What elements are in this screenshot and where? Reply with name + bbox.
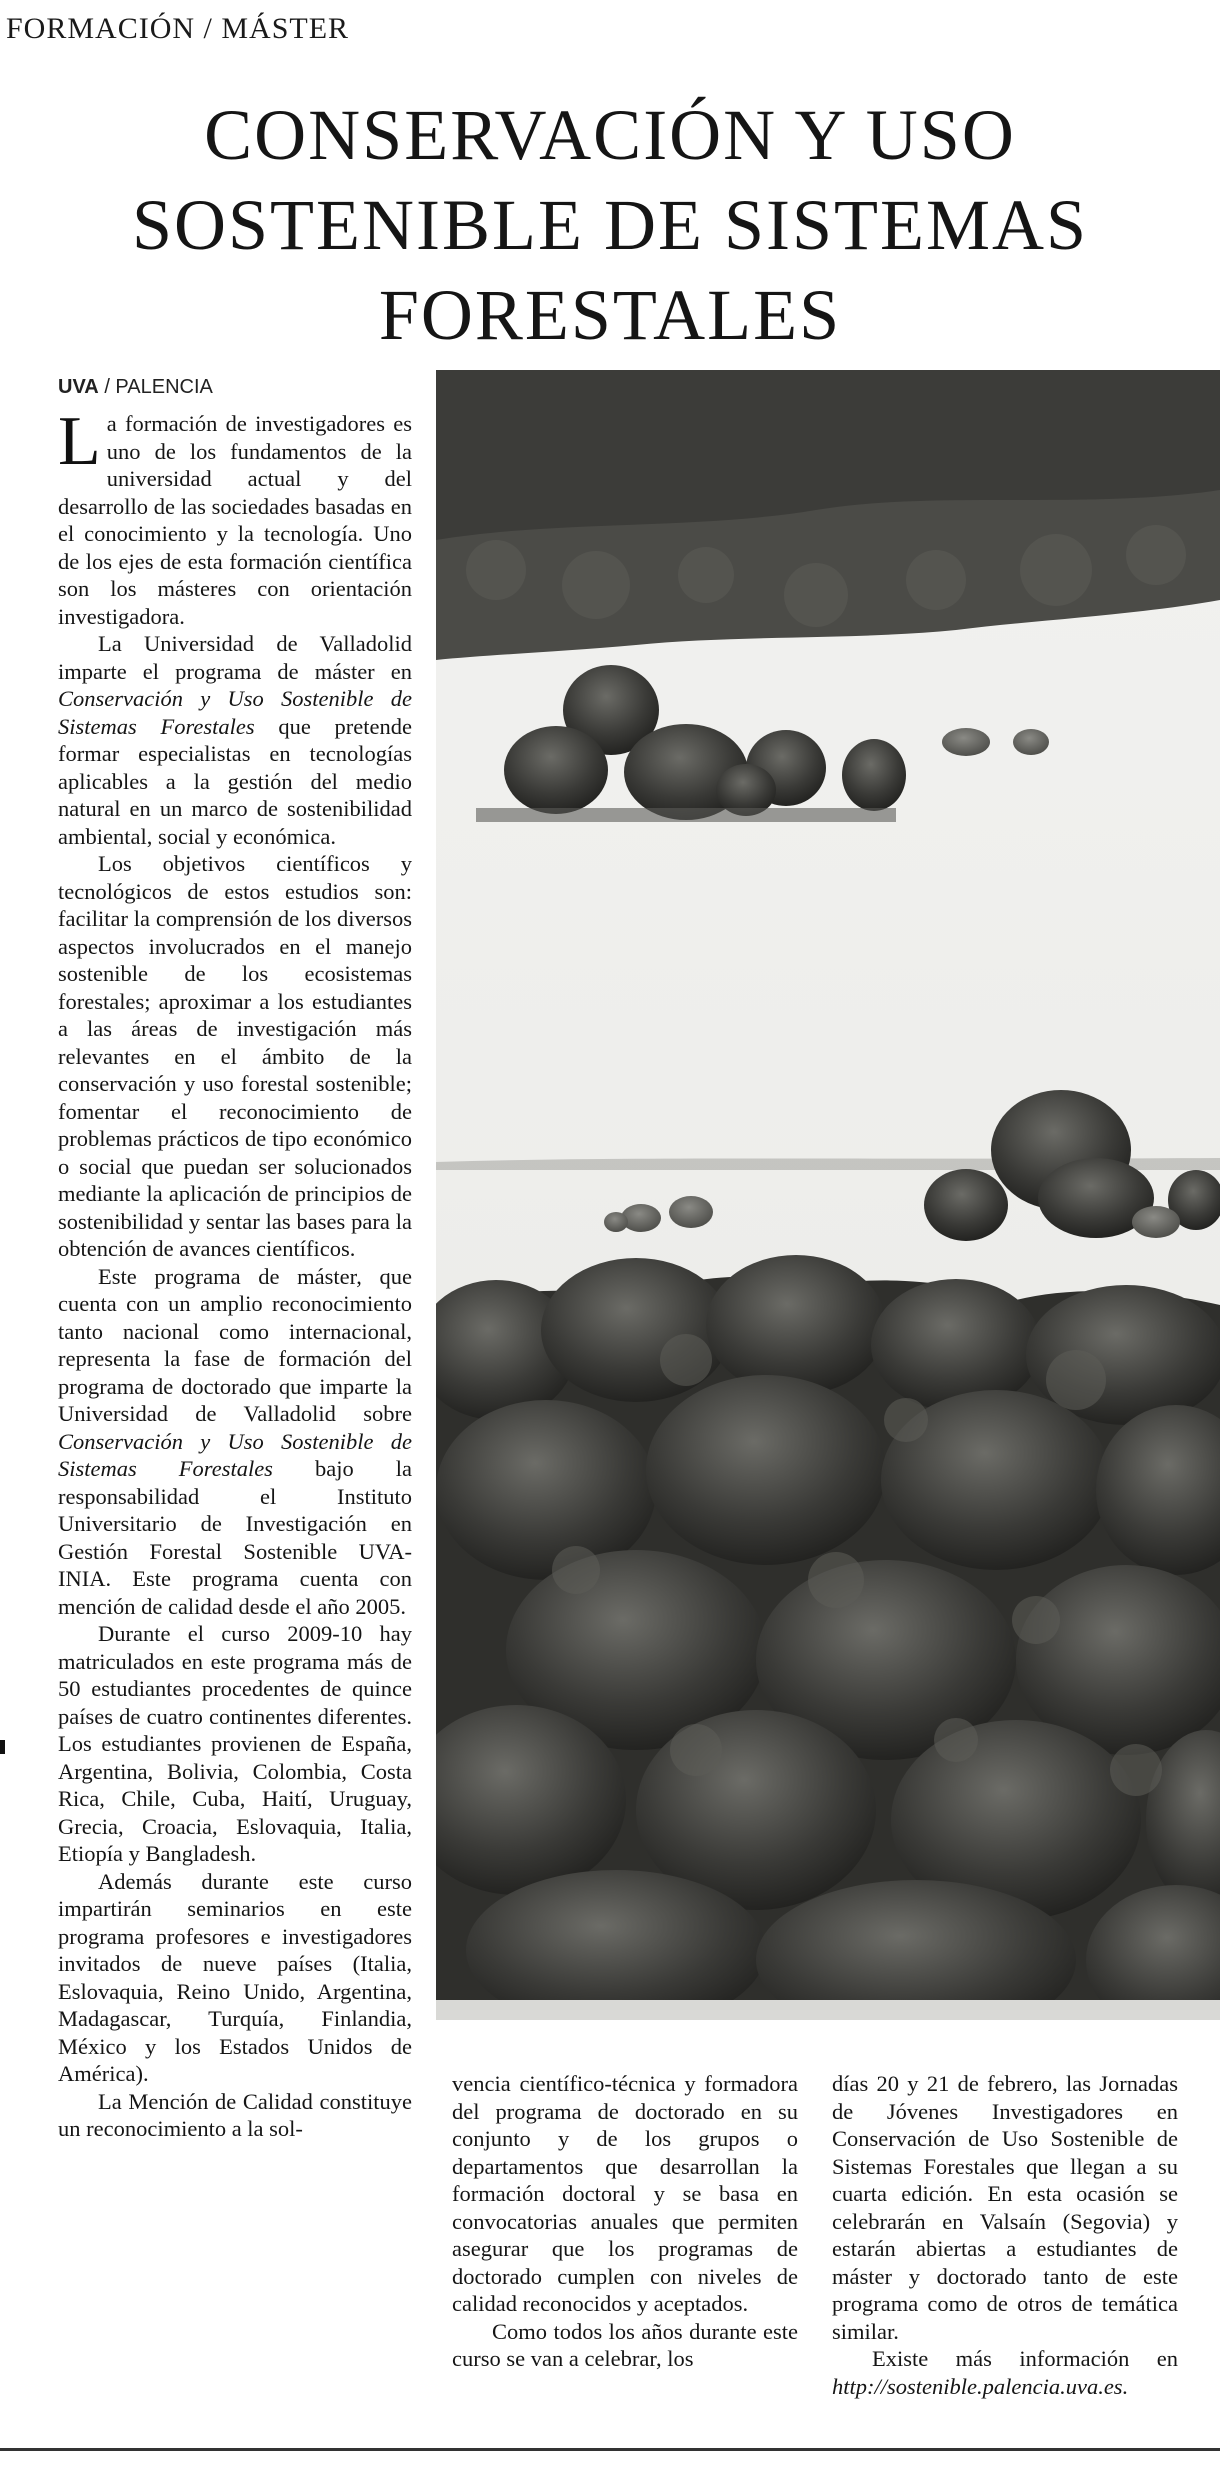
forest-landscape-photo bbox=[436, 370, 1220, 2020]
paragraph-recognition bbox=[58, 1263, 412, 1621]
bottom-rule bbox=[0, 2448, 1220, 2451]
paragraph-program-text-b: que pretende formar especialistas en tecnologías aplicables a la gestión del medio natural en un marco de sostenibilidad ambiental, social y económica. bbox=[58, 713, 412, 849]
paragraph-recognition-text-b: bajo la responsabilidad el Instituto Universitario de Investigación en Gestión Forestal Sostenible UVA-INIA. Este programa cuenta con mención de calidad desde el año 2005. bbox=[58, 1456, 413, 1619]
paragraph-events-start: Como todos los años durante este curso se van a celebrar, los bbox=[452, 2318, 798, 2371]
paragraph-seminars: Además durante este curso impartirán seminarios en este programa profesores e investigadores invitados de nueve países (Italia, Eslovaquia, Reino Unido, Argentina, Madagascar, Turquía, Finlandia, México y los Estados Unidos de América). bbox=[58, 1868, 412, 2086]
program-title-italic-2: Conservación y Uso Sostenible de Sistemas Forestales bbox=[58, 1428, 412, 1481]
paragraph-program-text-a: La Universidad de Valladolid imparte el programa de máster en bbox=[58, 631, 412, 684]
byline bbox=[58, 376, 213, 399]
paragraph-more-info bbox=[832, 2345, 1178, 2400]
program-title-italic: Conservación y Uso Sostenible de Sistemas Forestales bbox=[58, 686, 412, 739]
paragraph-students: Durante el curso 2009-10 hay matriculados en este programa más de 50 estudiantes procedentes de quince países de cuatro continentes diferentes. Los estudiantes provienen de España, Argentina, Bolivia, Colombia, Costa Rica, Chile, Cuba, Haití, Uruguay, Grecia, Croacia, Eslovaquia, Italia, Etiopía y Bangladesh. bbox=[58, 1621, 412, 1866]
more-info-text: Existe más información en bbox=[872, 2346, 1178, 2371]
drop-cap: L bbox=[58, 403, 101, 480]
paragraph-objectives: Los objetivos científicos y tecnológicos de estos estudios son: facilitar la comprensión de los diversos aspectos involucrados en el manejo sostenible de los ecosistemas forestales; aproximar a los estudiantes a las áreas de investigación más relevantes en el ámbito de la conservación y uso forestal sostenible; fomentar el reconocimiento de problemas prácticos de tipo económico o social que puedan ser solucionados mediante la aplicación de principios de sostenibilidad y sentar las bases para la obtención de avances científicos. bbox=[58, 851, 412, 1261]
article-column-1 bbox=[58, 403, 413, 2143]
paragraph-quality-start: La Mención de Calidad constituye un reconocimiento a la sol- bbox=[58, 2088, 412, 2141]
paragraph-intro bbox=[58, 403, 412, 630]
paragraph-intro-text: a formación de investigadores es uno de los fundamentos de la universidad actual y del desarrollo de las sociedades basadas en el conocimiento y la tecnología. Uno de los ejes de esta formación científica son los másteres con orientación investigadora. bbox=[58, 411, 412, 629]
headline bbox=[60, 90, 1160, 360]
paragraph-recognition-text-a: Este programa de máster, que cuenta con un amplio reconocimiento tanto nacional como internacional, representa la fase de formación del programa de doctorado que imparte la Universidad de Valladolid sobre bbox=[58, 1263, 412, 1426]
paragraph-program bbox=[58, 630, 412, 850]
paragraph-events-continued: días 20 y 21 de febrero, las Jornadas de Jóvenes Investigadores en Conservación de Uso Sostenible de Sistemas Forestales que llegan a su cuarta edición. En esta ocasión se celebrarán en Valsaín (Segovia) y estarán abiertas a estudiantes de máster y doctorado tanto de este programa como de otros de temática similar. bbox=[832, 2071, 1178, 2344]
more-info-link[interactable]: http://sostenible.palencia.uva.es. bbox=[832, 2373, 1129, 2399]
headline-line-1: CONSERVACIÓN Y USO bbox=[204, 95, 1016, 175]
page-edge-mark bbox=[0, 1740, 5, 1754]
byline-source: UVA bbox=[58, 376, 99, 398]
headline-line-3: FORESTALES bbox=[378, 275, 842, 355]
section-label: FORMACIÓN / MÁSTER bbox=[6, 12, 350, 45]
article-column-3 bbox=[832, 2070, 1178, 2400]
article-column-2 bbox=[452, 2070, 798, 2373]
headline-line-2: SOSTENIBLE DE SISTEMAS bbox=[131, 185, 1089, 265]
byline-place: / PALENCIA bbox=[104, 376, 213, 398]
paragraph-quality-continued: vencia científico-técnica y formadora del programa de doctorado en su conjunto y de los grupos o departamentos que desarrollan la formación doctoral y se basa en convocatorias anuales que permiten asegurar que los programas de doctorado cumplen con niveles de calidad reconocidos y aceptados. bbox=[452, 2071, 798, 2316]
